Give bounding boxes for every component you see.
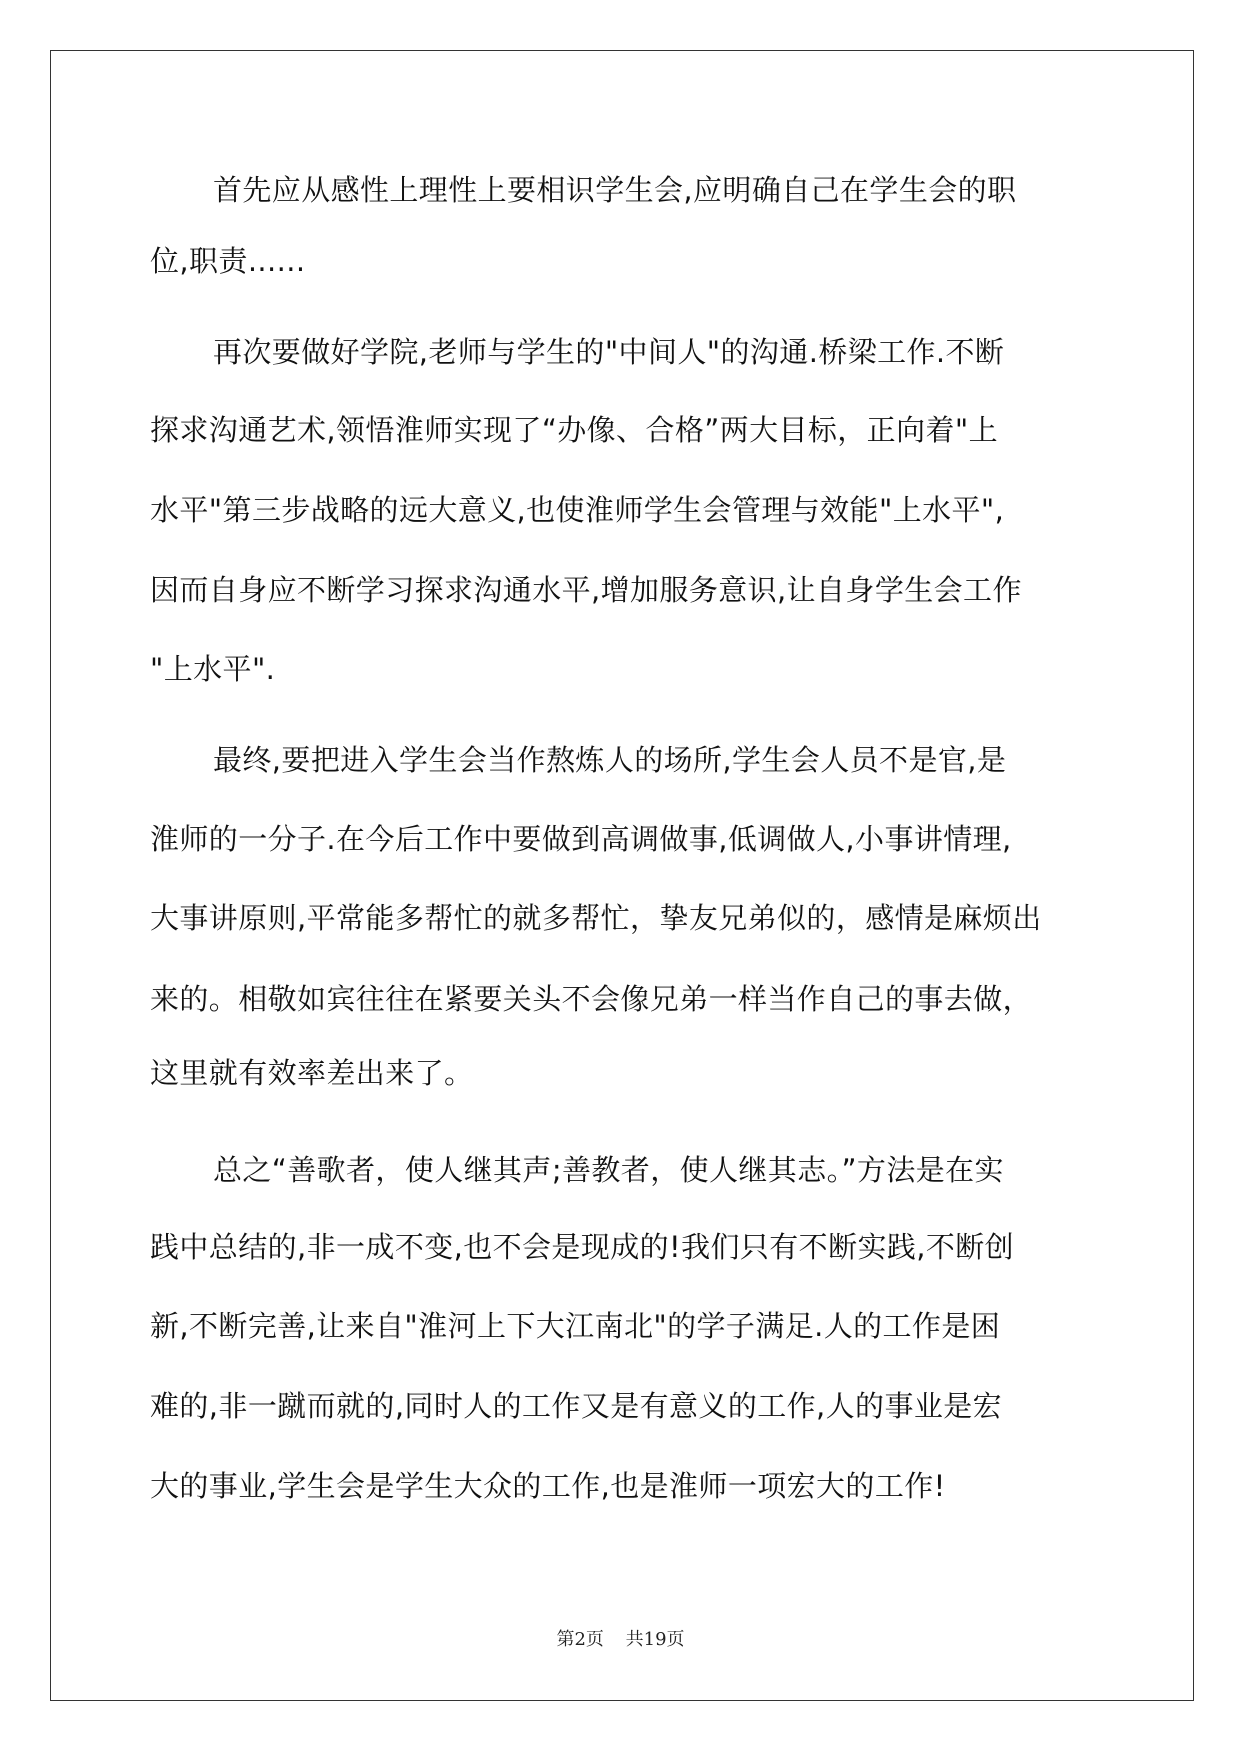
paragraph-3-line-2: 淮师的一分子.在今后工作中要做到高调做事,低调做人,小事讲情理, (150, 822, 1012, 856)
page-footer (0, 1625, 1241, 1651)
paragraph-3-line-1: 最终,要把进入学生会当作熬炼人的场所,学生会人员不是官,是 (213, 743, 1007, 777)
paragraph-4-line-5: 大的事业,学生会是学生大众的工作,也是淮师一项宏大的工作! (150, 1469, 946, 1503)
paragraph-3-line-3: 大事讲原则,平常能多帮忙的就多帮忙，挚友兄弟似的，感情是麻烦出 (150, 901, 1042, 935)
paragraph-1-line-1: 首先应从感性上理性上要相识学生会,应明确自己在学生会的职 (213, 173, 1017, 207)
page-number-current: 第2页 (556, 1629, 604, 1650)
page-number-total: 共19页 (625, 1629, 685, 1650)
page-border (50, 50, 1194, 1701)
paragraph-2-line-1: 再次要做好学院,老师与学生的"中间人"的沟通.桥梁工作.不断 (213, 335, 1005, 369)
paragraph-2-line-3: 水平"第三步战略的远大意义,也使淮师学生会管理与效能"上水平", (150, 493, 1005, 527)
paragraph-2-line-2: 探求沟通艺术,领悟淮师实现了“办像、合格”两大目标，正向着"上 (150, 413, 999, 447)
paragraph-4-line-1: 总之“善歌者，使人继其声;善教者，使人继其志。”方法是在实 (213, 1153, 1004, 1187)
paragraph-4-line-2: 践中总结的,非一成不变,也不会是现成的!我们只有不断实践,不断创 (150, 1230, 1015, 1264)
paragraph-3-line-4: 来的。相敬如宾往往在紧要关头不会像兄弟一样当作自己的事去做， (150, 982, 1033, 1016)
paragraph-3-line-5: 这里就有效率差出来了。 (150, 1056, 474, 1090)
paragraph-1-line-2: 位,职责...... (150, 244, 306, 278)
paragraph-4-line-3: 新,不断完善,让来自"淮河上下大江南北"的学子满足.人的工作是困 (150, 1309, 1001, 1343)
paragraph-2-line-4: 因而自身应不断学习探求沟通水平,增加服务意识,让自身学生会工作 (150, 573, 1022, 607)
paragraph-4-line-4: 难的,非一蹴而就的,同时人的工作又是有意义的工作,人的事业是宏 (150, 1389, 1003, 1423)
paragraph-2-line-5: "上水平". (150, 652, 276, 686)
